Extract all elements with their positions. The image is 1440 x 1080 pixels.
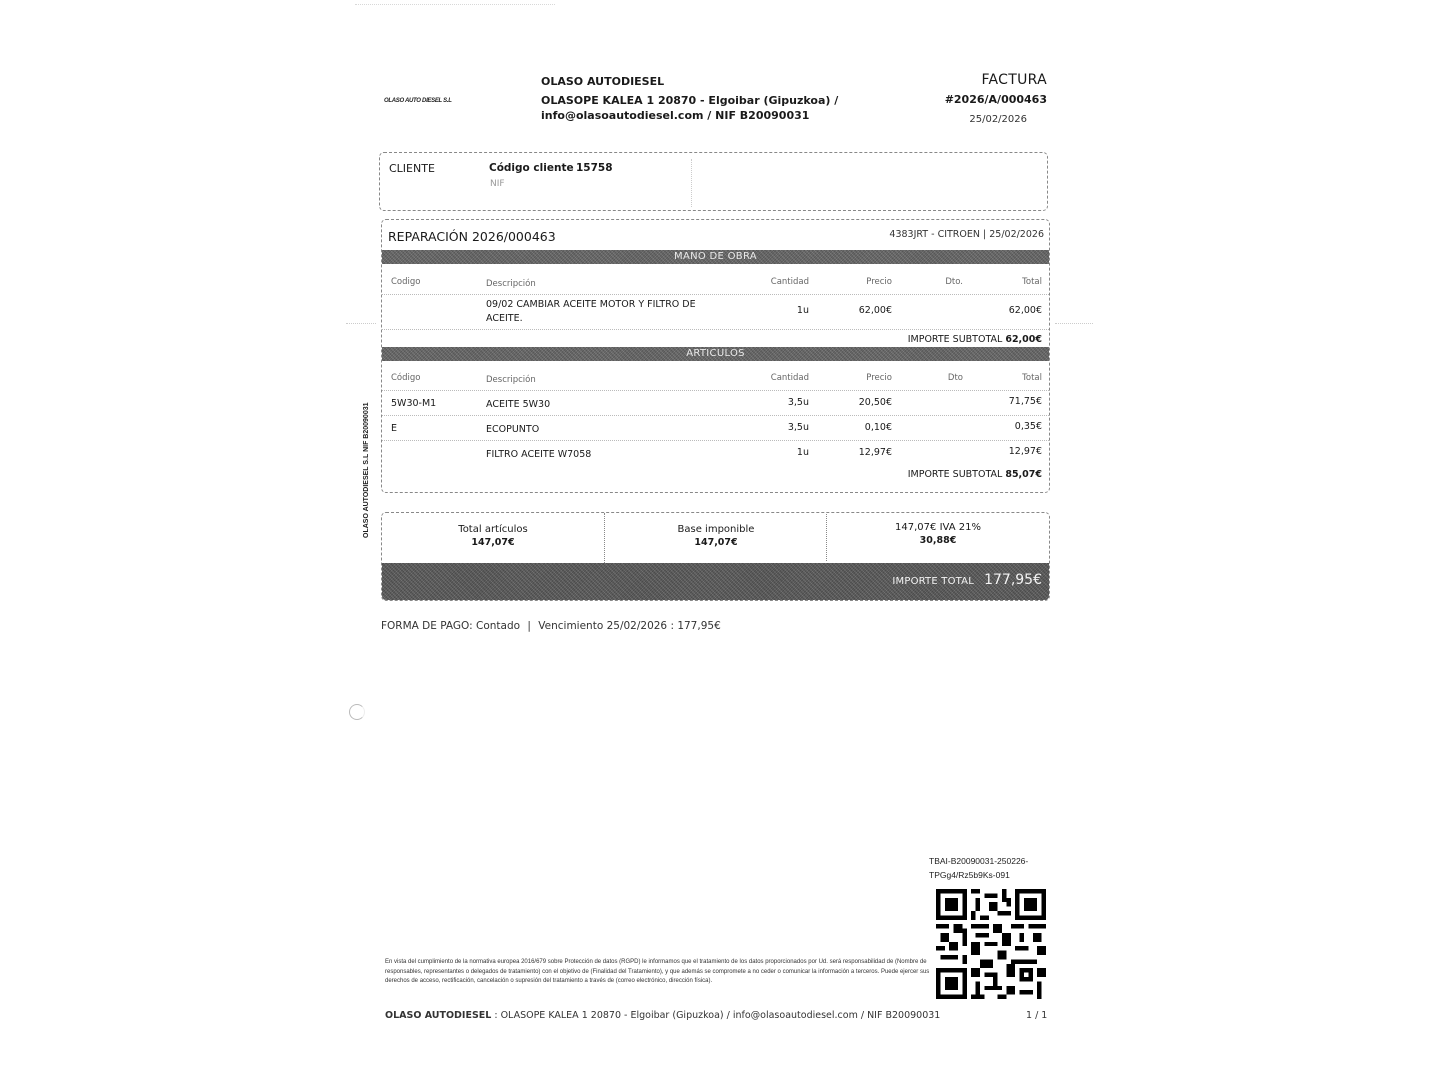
- tax-base-value: 147,07€: [694, 537, 738, 548]
- cell-price: 62,00€: [858, 305, 892, 316]
- punch-hole-mark: [349, 704, 365, 720]
- col-quantity: Cantidad: [770, 277, 809, 287]
- payment-terms: [381, 620, 725, 632]
- cell-total: 0,35€: [1014, 421, 1042, 432]
- invoice-number: #2026/A/000463: [944, 93, 1047, 106]
- tbai-line2: TPGg4/Rz5b9Ks-091: [929, 870, 1010, 880]
- total-articles-label: Total artículos: [458, 524, 528, 535]
- col-code: Código: [391, 373, 421, 383]
- cell-quantity: 3,5u: [787, 397, 809, 408]
- parts-table: [382, 366, 1049, 480]
- tbai-code: [929, 854, 1028, 882]
- labor-subtotal-label: IMPORTE SUBTOTAL: [907, 334, 1003, 345]
- client-label: CLIENTE: [389, 162, 435, 175]
- cell-price: 0,10€: [864, 422, 892, 433]
- cell-description: ACEITE 5W30: [486, 399, 551, 410]
- col-price: Precio: [866, 373, 892, 383]
- col-discount: Dto: [947, 373, 963, 383]
- cell-description: ECOPUNTO: [486, 424, 540, 435]
- parts-subtotal-value: 85,07€: [1005, 469, 1042, 480]
- tbai-line1: TBAI-B20090031-250226-: [929, 856, 1029, 866]
- cell-total: 71,75€: [1008, 396, 1042, 407]
- side-registry-text: OLASO AUTODIESEL S.L NIF B20090031: [363, 402, 370, 538]
- company-logo: OLASO AUTO DIESEL S.L: [384, 98, 452, 104]
- col-price: Precio: [866, 277, 892, 287]
- payment-separator: |: [527, 620, 531, 632]
- client-box: [379, 152, 1048, 211]
- col-code: Codigo: [391, 277, 421, 287]
- payment-due: Vencimiento 25/02/2026 : 177,95€: [538, 620, 721, 632]
- table-row: [382, 416, 1049, 441]
- cell-quantity: 3,5u: [787, 422, 809, 433]
- col-description: Descripción: [486, 375, 536, 385]
- cell-price: 20,50€: [858, 397, 892, 408]
- cell-total: 62,00€: [1008, 305, 1042, 316]
- scan-margin-mark: [346, 323, 376, 325]
- table-header-row: [382, 366, 1049, 391]
- cell-description: FILTRO ACEITE W7058: [486, 449, 592, 460]
- totals-box: [381, 512, 1050, 601]
- cell-description: 09/02 CAMBIAR ACEITE MOTOR Y FILTRO DE ACEITE.: [486, 299, 696, 324]
- parts-subtotal-label: IMPORTE SUBTOTAL: [907, 469, 1003, 480]
- footer-company: OLASO AUTODIESEL: [385, 1010, 492, 1021]
- cell-code: 5W30-M1: [391, 398, 437, 409]
- repair-title: REPARACIÓN 2026/000463: [388, 229, 556, 244]
- invoice-title: FACTURA: [981, 72, 1047, 88]
- cell-quantity: 1u: [796, 447, 809, 458]
- client-nif-label: NIF: [490, 179, 505, 189]
- table-row: [382, 295, 1049, 330]
- client-box-divider: [691, 159, 692, 207]
- data-protection-notice: En vista del cumplimiento de la normativa europea 2016/679 sobre Protección de datos (RGPD) le informamos que el tratamiento de los datos proporcionados por Ud. será responsabilidad de (Nombre de responsables, representantes o delegados de tratamiento) con el objetivo de (Finalidad del Tratamiento), y que además se compromete a no ceder o comunicar la información a terceros. Puede ejercer sus derechos de acceso, rectificación, cancelación o supresión del tratamiento a través de (correo electrónico, dirección física).: [385, 959, 930, 984]
- col-quantity: Cantidad: [770, 373, 809, 383]
- cell-code: E: [391, 423, 398, 434]
- parts-section-band: ARTICULOS: [382, 347, 1049, 361]
- vat-label: 147,07€ IVA 21%: [895, 522, 981, 533]
- table-row: [382, 391, 1049, 416]
- client-code-label: Código cliente: [489, 162, 574, 174]
- invoice-header: [945, 70, 1047, 125]
- company-address-line1: OLASOPE KALEA 1 20870 - Elgoibar (Gipuzkoa) /: [541, 94, 839, 107]
- grand-total-band: [382, 563, 1049, 600]
- client-code-value: 15758: [576, 162, 613, 174]
- payment-method: FORMA DE PAGO: Contado: [381, 620, 521, 632]
- labor-subtotal-value: 62,00€: [1005, 334, 1042, 345]
- scan-margin-mark: [1055, 323, 1093, 325]
- total-articles-value: 147,07€: [471, 537, 515, 548]
- labor-subtotal: [908, 334, 1042, 345]
- cell-price: 12,97€: [858, 447, 892, 458]
- tax-base: [604, 513, 827, 563]
- invoice-date: 25/02/2026: [969, 114, 1027, 125]
- vat: [826, 512, 1049, 561]
- vat-value: 30,88€: [919, 535, 957, 546]
- labor-section-band: MANO DE OBRA: [382, 250, 1049, 264]
- total-articles: [382, 513, 604, 563]
- grand-total-value: 177,95€: [984, 572, 1042, 588]
- table-header-row: [382, 270, 1049, 295]
- labor-table: [382, 270, 1049, 345]
- cell-total: 12,97€: [1008, 446, 1042, 457]
- col-description: Descripción: [486, 279, 536, 289]
- tax-base-label: Base imponible: [677, 524, 755, 535]
- footer-details: : OLASOPE KALEA 1 20870 - Elgoibar (Gipuzkoa) / info@olasoautodiesel.com / NIF B20090031: [491, 1010, 941, 1021]
- qr-code-icon: [936, 889, 1046, 999]
- col-total: Total: [1022, 277, 1042, 287]
- scan-artifact-line: [355, 4, 555, 7]
- page-number: 1 / 1: [1026, 1010, 1048, 1021]
- repair-box: [381, 219, 1050, 493]
- col-total: Total: [1022, 373, 1042, 383]
- company-name: OLASO AUTODIESEL: [541, 75, 665, 88]
- col-discount: Dto.: [945, 277, 963, 287]
- page-footer: [385, 1010, 940, 1021]
- company-header: [541, 74, 838, 123]
- repair-vehicle-meta: 4383JRT - CITROEN | 25/02/2026: [889, 229, 1044, 240]
- company-address-line2: info@olasoautodiesel.com / NIF B20090031: [541, 109, 810, 122]
- grand-total-label: IMPORTE TOTAL: [892, 576, 974, 587]
- parts-subtotal: [908, 469, 1042, 480]
- table-row: [382, 441, 1049, 465]
- cell-quantity: 1u: [796, 305, 809, 316]
